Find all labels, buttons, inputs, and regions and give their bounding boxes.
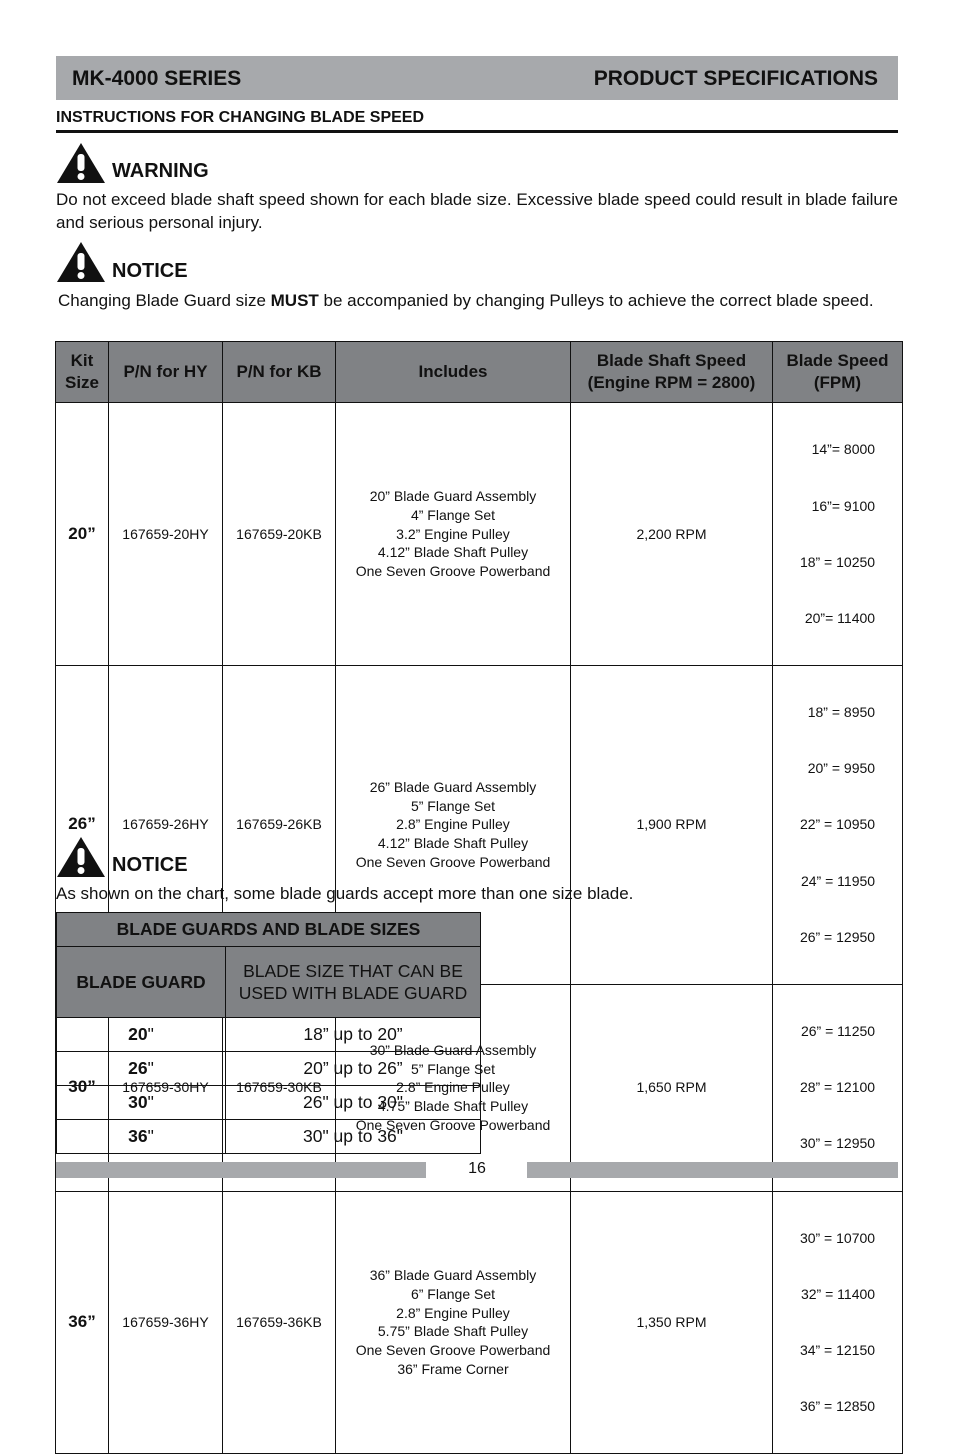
col-pn-hy: P/N for HY: [109, 342, 223, 403]
part-number-hy: 167659-26HY: [109, 665, 223, 984]
includes-list: 36” Blade Guard Assembly 6” Flange Set 2.8” Engine Pulley 5.75” Blade Shaft Pulley One Seven Groove Powerband 36” Frame Corner: [336, 1191, 571, 1454]
guard-size: 20": [57, 1018, 226, 1052]
part-number-kb: 167659-36KB: [223, 1191, 336, 1454]
warning-text: Do not exceed blade shaft speed shown for each blade size. Excessive blade speed could result in blade failure and serious personal injury.: [56, 190, 898, 232]
col-pn-kb: P/N for KB: [223, 342, 336, 403]
emphasis-must: MUST: [270, 291, 319, 310]
includes-list: 20” Blade Guard Assembly 4” Flange Set 3.2” Engine Pulley 4.12” Blade Shaft Pulley One Seven Groove Powerband: [336, 403, 571, 666]
notice-title: NOTICE: [112, 260, 188, 282]
table-header-row: [56, 342, 903, 403]
section-heading: PRODUCT SPECIFICATIONS: [593, 67, 878, 90]
notice-block: [56, 241, 902, 312]
table-title-row: [57, 913, 481, 947]
shaft-speed: 1,350 RPM: [571, 1191, 773, 1454]
includes-list: 30” Blade Guard Assembly 5” Flange Set 2.8” Engine Pulley 4.75” Blade Shaft Pulley One Seven Groove Powerband: [336, 984, 571, 1191]
part-number-hy: 167659-30HY: [109, 984, 223, 1191]
warning-triangle-icon: [56, 241, 106, 283]
part-number-kb: 167659-26KB: [223, 665, 336, 984]
notice-text: As shown on the chart, some blade guards accept more than one size blade.: [56, 884, 634, 903]
shaft-speed: 2,200 RPM: [571, 403, 773, 666]
kit-size: 20”: [56, 403, 109, 666]
table-row: [57, 1120, 481, 1154]
blade-speed-list: 18” = 8950 20” = 9950 22” = 10950 24” = 11950 26” = 12950: [773, 665, 903, 984]
warning-triangle-icon: [56, 142, 106, 184]
includes-list: 26” Blade Guard Assembly 5” Flange Set 2.8” Engine Pulley 4.12” Blade Shaft Pulley One Seven Groove Powerband: [336, 665, 571, 984]
table-row: [57, 1018, 481, 1052]
series-title: MK-4000 SERIES: [72, 67, 242, 90]
guard-size: 30": [57, 1086, 226, 1120]
part-number-kb: 167659-30KB: [223, 984, 336, 1191]
notice-title: NOTICE: [112, 854, 188, 876]
blade-size-range: 26" up to 30": [226, 1086, 481, 1120]
blade-size-range: 18” up to 20”: [226, 1018, 481, 1052]
table-header-row: [57, 947, 481, 1018]
kit-size: 26”: [56, 665, 109, 984]
table-title: BLADE GUARDS AND BLADE SIZES: [57, 913, 481, 947]
divider: [56, 130, 898, 133]
part-number-hy: 167659-36HY: [109, 1191, 223, 1454]
kit-size: 30”: [56, 984, 109, 1191]
shaft-speed: 1,650 RPM: [571, 984, 773, 1191]
page-number: 16: [468, 1160, 486, 1177]
blade-size-range: 30" up to 36": [226, 1120, 481, 1154]
instructions-title: INSTRUCTIONS FOR CHANGING BLADE SPEED: [56, 109, 425, 126]
table-row: [57, 1052, 481, 1086]
header-bar: [56, 56, 898, 100]
kit-size: 36”: [56, 1191, 109, 1454]
blade-speed-list: 26” = 11250 28” = 12100 30” = 12950: [773, 984, 903, 1191]
col-shaft-speed: Blade Shaft Speed (Engine RPM = 2800): [571, 342, 773, 403]
footer-bar: [527, 1162, 898, 1178]
part-number-kb: 167659-20KB: [223, 403, 336, 666]
table-row: [57, 1086, 481, 1120]
blade-speed-list: 30” = 10700 32” = 11400 34” = 12150 36” = 12850: [773, 1191, 903, 1454]
part-number-hy: 167659-20HY: [109, 403, 223, 666]
notice-block: [56, 836, 902, 905]
table-row: [56, 403, 903, 666]
col-blade-speed: Blade Speed (FPM): [773, 342, 903, 403]
blade-size-range: 20” up to 26”: [226, 1052, 481, 1086]
notice-text: Changing Blade Guard size MUST be accompanied by changing Pulleys to achieve the correct blade speed.: [58, 291, 874, 310]
footer-bar: [56, 1162, 426, 1178]
table-row: [56, 1191, 903, 1454]
warning-triangle-icon: [56, 836, 106, 878]
warning-title: WARNING: [112, 160, 209, 182]
blade-speed-list: 14”= 8000 16”= 9100 18” = 10250 20”= 11400: [773, 403, 903, 666]
col-blade-guard: BLADE GUARD: [57, 947, 226, 1018]
blade-guards-table: [56, 912, 481, 1154]
warning-block: [56, 142, 902, 234]
guard-size: 36": [57, 1120, 226, 1154]
shaft-speed: 1,900 RPM: [571, 665, 773, 984]
col-kit-size: Kit Size: [56, 342, 109, 403]
col-includes: Includes: [336, 342, 571, 403]
col-blade-size: BLADE SIZE THAT CAN BE USED WITH BLADE GUARD: [226, 947, 481, 1018]
guard-size: 26": [57, 1052, 226, 1086]
